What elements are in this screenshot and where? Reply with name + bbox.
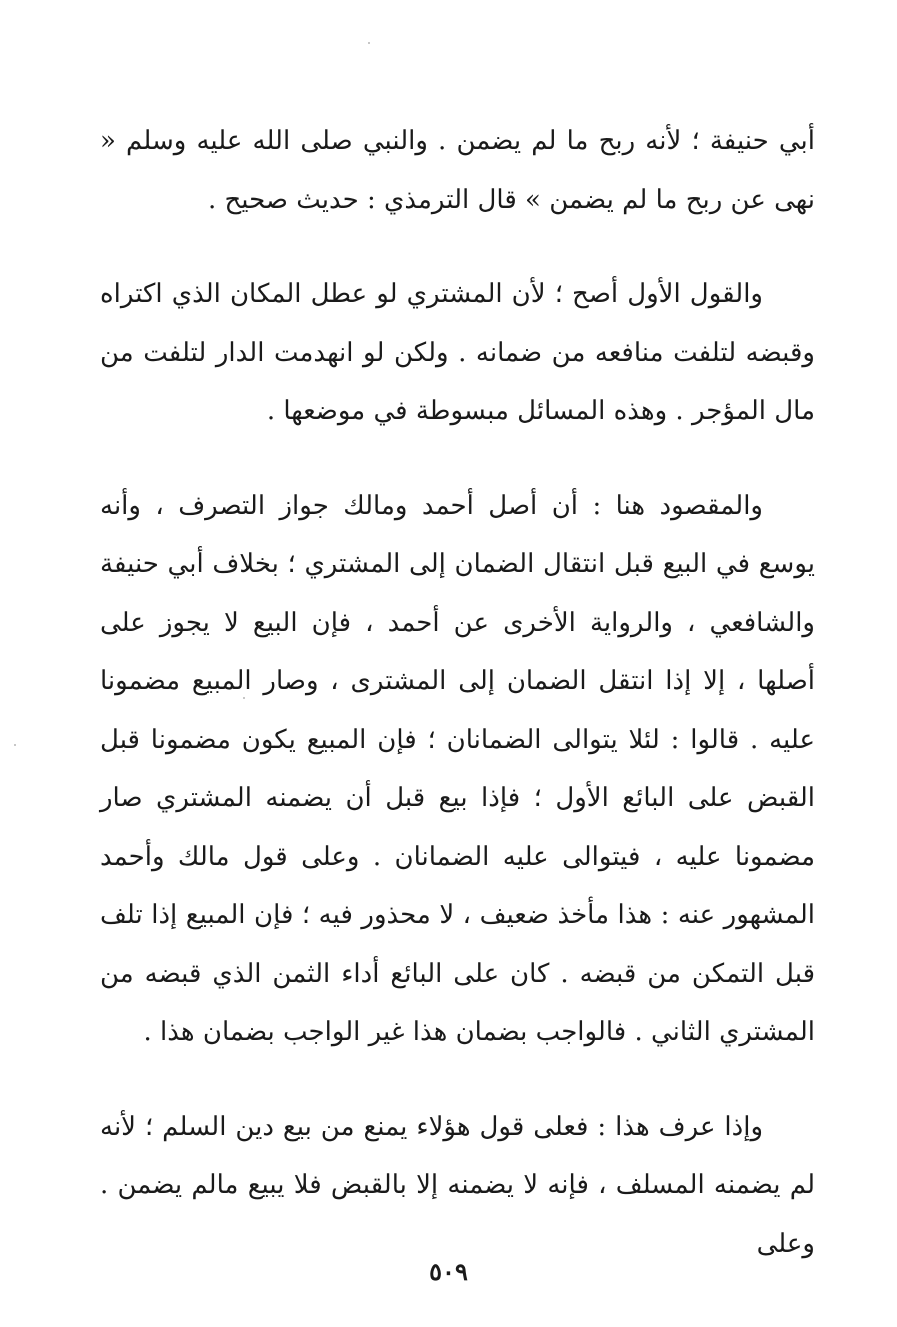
page-number: ٥٠٩ xyxy=(429,1257,468,1286)
paragraph-first-opinion: والقول الأول أصح ؛ لأن المشتري لو عطل المكان الذي اكتراه وقبضه لتلفت منافعه من ضمانه . ولكن لو انهدمت الدار لتلفت من مال المؤجر . وهذه المسائل مبسوطة في موضعها . xyxy=(100,279,815,426)
paragraph-salam-debt: وإذا عرف هذا : فعلى قول هؤلاء يمنع من بيع دين السلم ؛ لأنه لم يضمنه المسلف ، فإنه لا يضمنه إلا بالقبض فلا يبيع مالم يضمن . وعلى xyxy=(100,1111,815,1259)
scan-speck xyxy=(14,744,16,746)
text-body xyxy=(100,112,815,1273)
paragraph-continuation: أبي حنيفة ؛ لأنه ربح ما لم يضمن . والنبي صلى الله عليه وسلم « نهى عن ربح ما لم يضمن » قال الترمذي : حديث صحيح . xyxy=(100,126,815,215)
scan-speck xyxy=(368,42,370,44)
paragraph-main-point: والمقصود هنا : أن أصل أحمد ومالك جواز التصرف ، وأنه يوسع في البيع قبل انتقال الضمان إلى المشتري ؛ بخلاف أبي حنيفة والشافعي ، والرواية الأخرى عن أحمد ، فإن البيع لا يجوز على أصلها ، إلا إذا انتقل الضمان إلى المشترى ، وصار المبيع مضمونا عليه . قالوا : لئلا يتوالى الضمانان ؛ فإن المبيع يكون مضمونا قبل القبض على البائع الأول ؛ فإذا بيع قبل أن يضمنه المشتري صار مضمونا عليه ، فيتوالى عليه الضمانان . وعلى قول مالك وأحمد المشهور عنه : هذا مأخذ ضعيف ، لا محذور فيه ؛ فإن المبيع إذا تلف قبل التمكن من قبضه . كان على البائع أداء الثمن الذي قبضه من المشتري الثاني . فالواجب بضمان هذا غير الواجب بضمان هذا . xyxy=(100,490,815,1047)
